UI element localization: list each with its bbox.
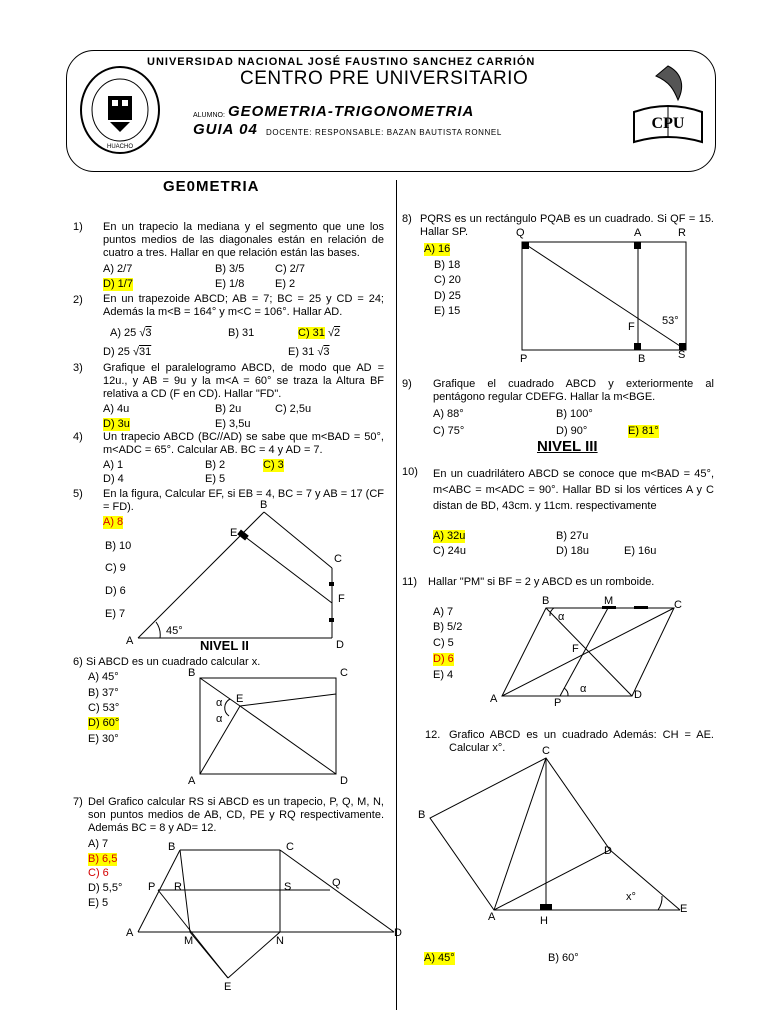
q2-option-c: C) 31 √2 bbox=[298, 327, 341, 339]
q8-label-q: Q bbox=[516, 227, 525, 239]
q5-label-a: A bbox=[126, 635, 134, 647]
university-name: UNIVERSIDAD NACIONAL JOSÉ FAUSTINO SANCHEZ CARRIÓN bbox=[147, 56, 536, 68]
q6-figure bbox=[182, 664, 358, 790]
q7-label-n: N bbox=[276, 935, 284, 947]
center-name: CENTRO PRE UNIVERSITARIO bbox=[240, 68, 529, 89]
q7-label-s: S bbox=[284, 881, 292, 893]
q9-option-a: A) 88° bbox=[433, 408, 464, 420]
q11-label-a: A bbox=[490, 693, 498, 705]
q8-label-f: F bbox=[628, 321, 635, 333]
q3-option-a: A) 4u bbox=[103, 403, 130, 415]
q7-label-d: D bbox=[394, 927, 402, 939]
q10-option-a: A) 32u bbox=[433, 530, 466, 542]
q7-label-b: B bbox=[168, 841, 176, 853]
q7-number: 7) bbox=[73, 796, 83, 808]
q6-label-c: C bbox=[340, 667, 348, 679]
q6-label-d: D bbox=[340, 775, 348, 787]
q5-option-a: A) 8 bbox=[103, 516, 124, 528]
q7-label-c: C bbox=[286, 841, 294, 853]
q3-number: 3) bbox=[73, 362, 83, 374]
q11-label-d: D bbox=[634, 689, 642, 701]
q1-text: En un trapecio la mediana y el segmento que une los puntos medios de las diagonales están en relación de cuatro a tres. Hallar en que relación están las bases. bbox=[103, 221, 384, 259]
q8-option-b: B) 18 bbox=[434, 259, 461, 271]
q3-option-b: B) 2u bbox=[215, 403, 242, 415]
q4-number: 4) bbox=[73, 431, 83, 443]
q12-label-a: A bbox=[488, 911, 496, 923]
q5-label-d: D bbox=[336, 639, 344, 650]
q12-text: Grafico ABCD es un cuadrado Además: CH = AE. Calcular x°. bbox=[449, 729, 714, 754]
cpu-text: CPU bbox=[651, 115, 685, 132]
q8-option-a: A) 16 bbox=[424, 243, 451, 255]
q8-label-r: R bbox=[678, 227, 686, 239]
q6-label-a: A bbox=[188, 775, 196, 787]
q11-option-c: C) 5 bbox=[433, 637, 454, 649]
nivel-iii-title: NIVEL III bbox=[537, 438, 598, 455]
q12-label-h: H bbox=[540, 915, 548, 927]
q9-option-d: D) 90° bbox=[556, 425, 588, 437]
q1-option-f: E) 2 bbox=[275, 278, 296, 290]
q5-figure bbox=[120, 498, 350, 653]
q12-figure bbox=[414, 744, 704, 930]
q2-number: 2) bbox=[73, 294, 83, 306]
q1-option-b: B) 3/5 bbox=[215, 263, 245, 275]
q10-option-c: C) 24u bbox=[433, 545, 467, 557]
q1-option-d: D) 1/7 bbox=[103, 278, 133, 290]
q7-label-m: M bbox=[184, 935, 194, 947]
nivel-ii-title: NIVEL II bbox=[200, 638, 249, 653]
q7-option-c-row bbox=[88, 867, 109, 880]
q7-option-e: E) 5 bbox=[88, 897, 109, 909]
q6-option-b: B) 37° bbox=[88, 687, 119, 699]
q8-text: PQRS es un rectángulo PQAB es un cuadrado. Si QF = 15. Hallar SP. bbox=[420, 213, 714, 238]
q10-option-d: D) 18u bbox=[556, 545, 590, 557]
q11-label-b: B bbox=[542, 595, 550, 607]
q12-option-b: B) 60° bbox=[548, 952, 579, 964]
q8-figure bbox=[508, 224, 704, 366]
q6-alpha-2: α bbox=[216, 713, 223, 725]
alumno-label: ALUMNO: bbox=[193, 112, 225, 119]
q1-option-a: A) 2/7 bbox=[103, 263, 133, 275]
q11-label-p: P bbox=[554, 697, 562, 708]
guia-number: GUIA 04 bbox=[193, 121, 258, 138]
q11-option-d: D) 6 bbox=[433, 653, 454, 665]
q12-label-d: D bbox=[604, 845, 612, 857]
q7-label-r: R bbox=[174, 881, 182, 893]
q5-angle: 45° bbox=[166, 625, 183, 637]
q6-alpha-1: α bbox=[216, 697, 223, 709]
q3-option-d: D) 3u bbox=[103, 418, 130, 430]
q3-option-c: C) 2,5u bbox=[275, 403, 312, 415]
q4-option-d: D) 4 bbox=[103, 473, 124, 485]
q2-option-a: A) 25 √3 bbox=[110, 327, 152, 339]
q9-option-b: B) 100° bbox=[556, 408, 593, 420]
q11-alpha-top: α bbox=[558, 611, 565, 623]
q10-option-e: E) 16u bbox=[624, 545, 657, 557]
q7-figure bbox=[120, 838, 404, 990]
q8-number: 8) bbox=[402, 213, 412, 225]
q9-text: Grafique el cuadrado ABCD y exteriormente al pentágono regular CDEFG. Hallar la m<BGE. bbox=[433, 378, 714, 403]
q8-label-s: S bbox=[678, 349, 686, 361]
q8-label-b: B bbox=[638, 353, 646, 365]
q7-option-c: C) 6 bbox=[88, 867, 109, 879]
q8-option-e: E) 15 bbox=[434, 305, 461, 317]
cpu-logo bbox=[626, 62, 710, 158]
q7-option-a: A) 7 bbox=[88, 838, 109, 850]
q4-text: Un trapecio ABCD (BC//AD) se sabe que m<BAD = 50°, m<ADC = 65°. Calcular AB. BC = 4 y AD = 7. bbox=[103, 431, 384, 456]
q12-label-b: B bbox=[418, 809, 426, 821]
q6-option-e: E) 30° bbox=[88, 733, 119, 745]
q5-number: 5) bbox=[73, 488, 83, 500]
q11-text: Hallar "PM" si BF = 2 y ABCD es un romboide. bbox=[428, 576, 655, 588]
university-seal bbox=[78, 64, 162, 156]
q12-angle: x° bbox=[626, 891, 636, 903]
q5-option-b: B) 10 bbox=[105, 540, 132, 552]
q5-label-b: B bbox=[260, 499, 268, 511]
q11-number: 11) bbox=[402, 576, 418, 588]
q4-option-c: C) 3 bbox=[263, 459, 284, 471]
q2-option-d: D) 25 √31 bbox=[103, 346, 152, 358]
q7-label-q: Q bbox=[332, 877, 341, 889]
subject-title: GEOMETRIA-TRIGONOMETRIA bbox=[228, 103, 475, 120]
q10-number: 10) bbox=[402, 466, 418, 478]
q5-text: En la figura, Calcular EF, si EB = 4, BC = 7 y AB = 17 (CF = FD). bbox=[103, 488, 384, 513]
q12-label-c: C bbox=[542, 745, 550, 757]
q11-label-c: C bbox=[674, 599, 682, 611]
q7-text: Del Grafico calcular RS si ABCD es un trapecio, P, Q, M, N, son puntos medios de AB, CD, PE y RQ respectivamente. Además BC = 8 y AD= 12. bbox=[88, 796, 384, 834]
q12-label-e: E bbox=[680, 903, 688, 915]
q2-option-b: B) 31 bbox=[228, 327, 255, 339]
q5-option-d: D) 6 bbox=[105, 585, 126, 597]
q1-option-e: E) 1/8 bbox=[215, 278, 245, 290]
q5-label-e: E bbox=[230, 527, 238, 539]
q4-option-a: A) 1 bbox=[103, 459, 124, 471]
q7-option-d: D) 5,5° bbox=[88, 882, 123, 894]
q7-label-p: P bbox=[148, 881, 156, 893]
q11-option-b: B) 5/2 bbox=[433, 621, 463, 633]
q2-text: En un trapezoide ABCD; AB = 7; BC = 25 y CD = 24; Además la m<B = 164° y m<C = 106°. Hallar AD. bbox=[103, 293, 384, 318]
q11-option-a: A) 7 bbox=[433, 606, 454, 618]
q6-option-c: C) 53° bbox=[88, 702, 120, 714]
q6-option-d: D) 60° bbox=[88, 717, 120, 729]
q7-label-a: A bbox=[126, 927, 134, 939]
q9-option-e: E) 81° bbox=[628, 425, 659, 437]
q9-number: 9) bbox=[402, 378, 412, 390]
q7-label-e: E bbox=[224, 981, 232, 990]
q4-option-e: E) 5 bbox=[205, 473, 226, 485]
q8-angle: 53° bbox=[662, 315, 679, 327]
q8-option-d: D) 25 bbox=[434, 290, 461, 302]
q2-option-e: E) 31 √3 bbox=[288, 346, 330, 358]
q11-alpha-bottom: α bbox=[580, 683, 587, 695]
q11-label-m: M bbox=[604, 595, 614, 607]
docente-line: DOCENTE: RESPONSABLE: BAZAN BAUTISTA RONNEL bbox=[266, 128, 502, 137]
q9-option-c: C) 75° bbox=[433, 425, 465, 437]
seal-huacho: HUACHO bbox=[106, 144, 134, 150]
q11-option-e: E) 4 bbox=[433, 669, 454, 681]
q10-text: En un cuadrilátero ABCD se conoce que m<BAD = 45°, m<ABC = m<ADC = 90°. Hallar BD si los vértices A y C distan de BD, 43cm. y 11cm. respectivamente bbox=[433, 468, 714, 512]
q5-label-f: F bbox=[338, 593, 345, 605]
q10-option-b: B) 27u bbox=[556, 530, 589, 542]
section-title: GE0METRIA bbox=[163, 178, 260, 195]
q4-option-b: B) 2 bbox=[205, 459, 226, 471]
q3-option-e: E) 3,5u bbox=[215, 418, 251, 430]
q6-label-e: E bbox=[236, 693, 244, 705]
q6-label-b: B bbox=[188, 667, 196, 679]
q5-option-c: C) 9 bbox=[105, 562, 126, 574]
q6-text: Si ABCD es un cuadrado calcular x. bbox=[86, 656, 261, 668]
q8-label-a: A bbox=[634, 227, 642, 239]
q5-option-e: E) 7 bbox=[105, 608, 126, 620]
q5-label-c: C bbox=[334, 553, 342, 565]
q11-figure bbox=[484, 594, 694, 708]
q8-label-p: P bbox=[520, 353, 528, 365]
q6-number: 6) bbox=[73, 656, 83, 668]
q1-number: 1) bbox=[73, 221, 83, 233]
q1-option-c: C) 2/7 bbox=[275, 263, 305, 275]
q11-label-f: F bbox=[572, 643, 579, 655]
q8-option-c: C) 20 bbox=[434, 274, 461, 286]
q7-option-b: B) 6,5 bbox=[88, 853, 118, 865]
q6-option-a: A) 45° bbox=[88, 671, 119, 683]
q12-option-a: A) 45° bbox=[424, 952, 455, 964]
q12-number: 12. bbox=[425, 729, 441, 741]
q3-text: Grafique el paralelogramo ABCD, de modo que AD = 12u., y AB = 9u y la m<A = 60° se traza la Altura BF relativa a CD (F en CD). Hallar "FD". bbox=[103, 362, 384, 400]
